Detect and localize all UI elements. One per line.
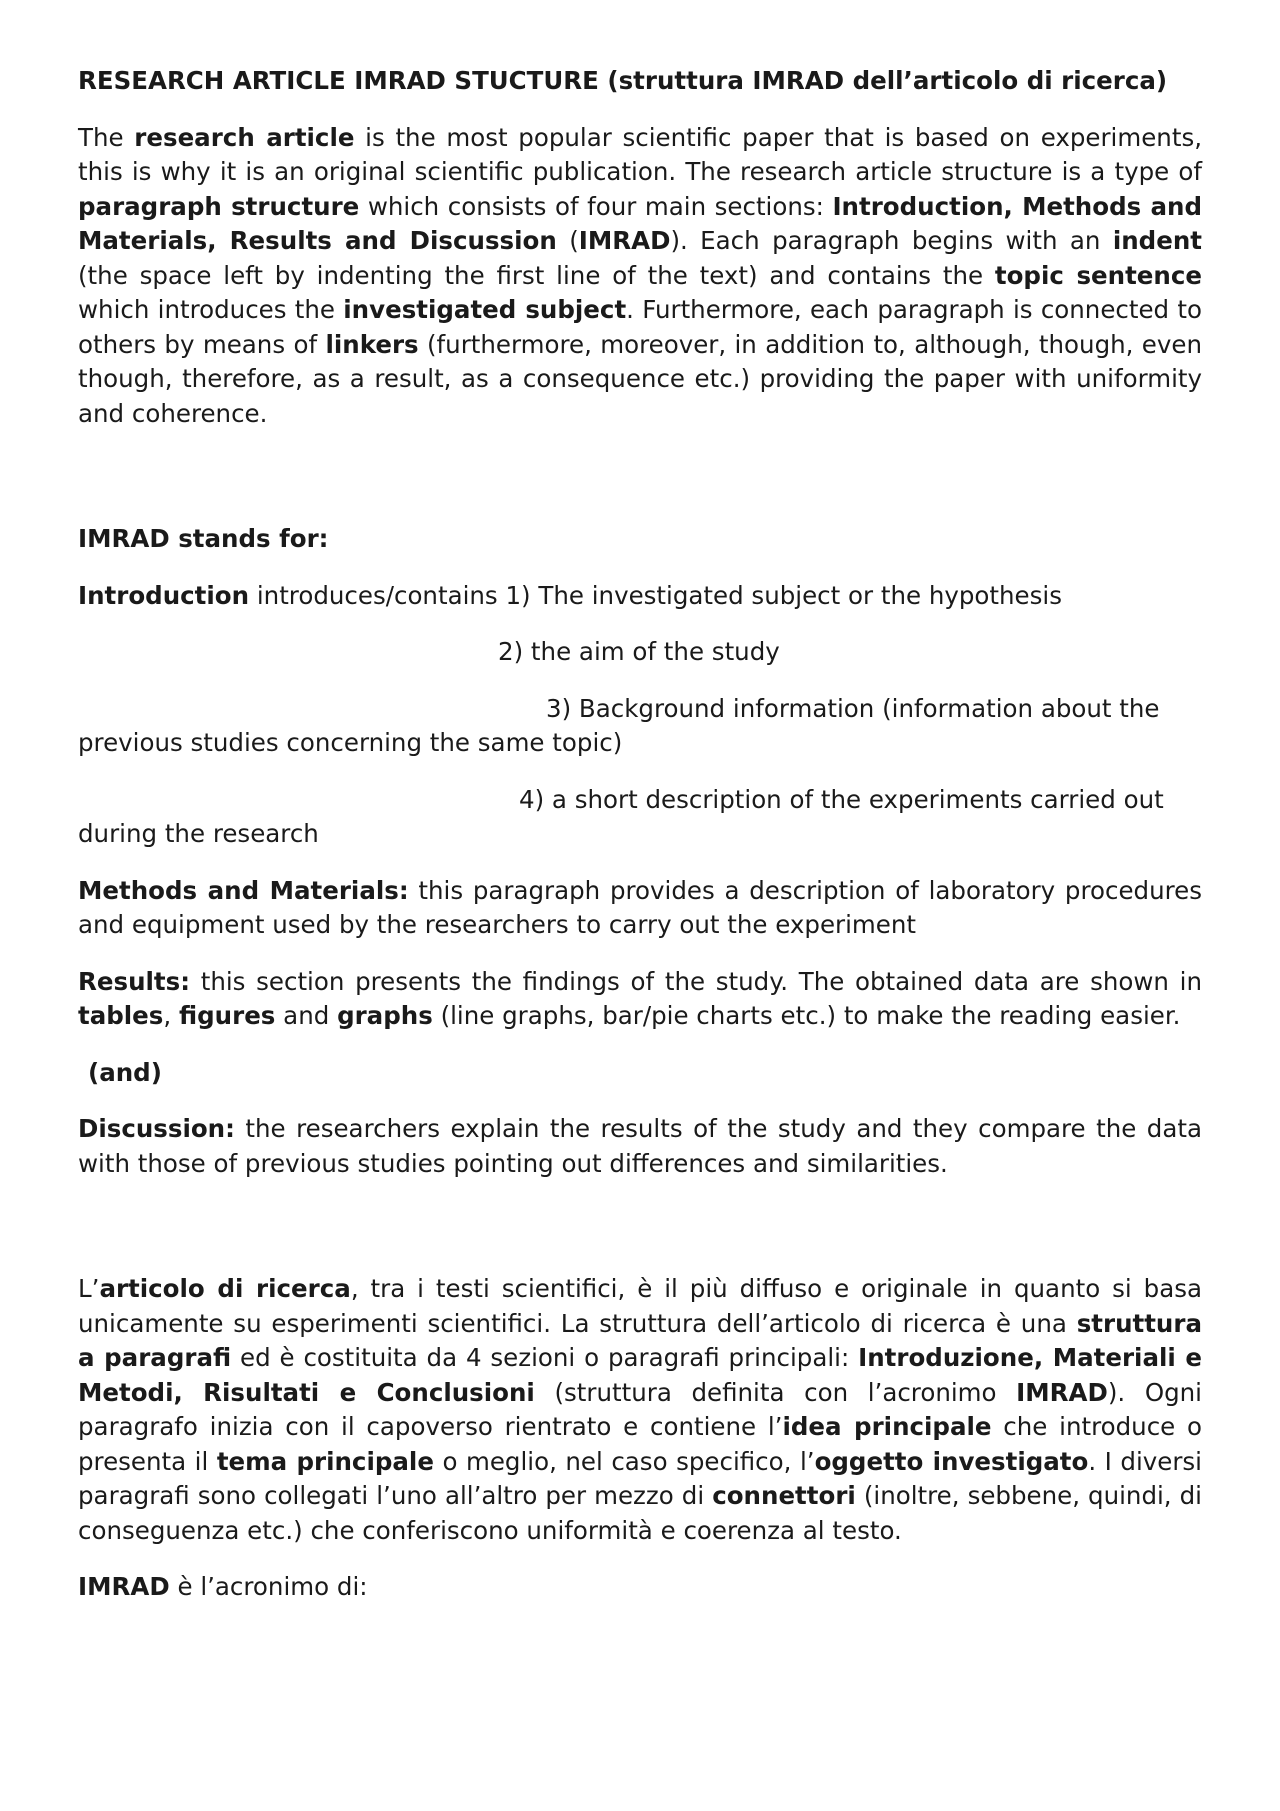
introduction-item-4: 4) a short description of the experiments carried out — [519, 784, 1164, 814]
introduction-item-3: 3) Background information (information about the — [546, 693, 1160, 723]
document-title: RESEARCH ARTICLE IMRAD STUCTURE (struttura IMRAD dell’articolo di ricerca) — [78, 66, 1168, 95]
results-paragraph: Results: this section presents the findings of the study. The obtained data are shown in tables, figures and graphs (line graphs, bar/pie charts etc.) to make the reading easier. — [78, 966, 1202, 1030]
introduction-item-4-cont: during the research — [78, 819, 319, 848]
italian-paragraph: L’articolo di ricerca, tra i testi scientifici, è il più diffuso e originale in quanto si basa unicamente su esperimenti scientifici. La struttura dell’articolo di ricerca è una struttura a paragrafi ed è costituita da 4 sezioni o paragrafi principali: Introduzione, Materiali e Metodi, Risultati e Conclusioni (struttura definita con l’acronimo IMRAD). Ogni paragrafo inizia con il capoverso rientrato e contiene l’idea principale che introduce o presenta il tema principale o meglio, nel caso specifico, l’oggetto investigato. I diversi paragrafi sono collegati l’uno all’altro per mezzo di connettori (inoltre, sebbene, quindi, di conseguenza etc.) che conferiscono uniformità e coerenza al testo. — [78, 1274, 1203, 1545]
intro-paragraph: The research article is the most popular scientific paper that is based on experiments, this is why it is an original scientific publication. The research article structure is a type of paragraph structure which consists of four main sections: Introduction, Methods and Materials, Results and Discussion (IMRAD). Each paragraph begins with an indent (the space left by indenting the first line of the text) and contains the topic sentence which introduces the investigated subject. Furthermore, each paragraph is connected to others by means of linkers (furthermore, moreover, in addition to, although, though, even though, therefore, as a result, as a consequence etc.) providing the paper with uniformity and coherence. — [78, 122, 1202, 428]
introduction-item-2: 2) the aim of the study — [498, 637, 780, 666]
acronym-line: IMRAD è l’acronimo di: — [78, 1572, 368, 1601]
imrad-heading: IMRAD stands for: — [78, 524, 329, 553]
introduction-line: Introduction introduces/contains 1) The investigated subject or the hypothesis — [78, 580, 1062, 610]
and-label: (and) — [88, 1057, 162, 1087]
discussion-paragraph: Discussion: the researchers explain the results of the study and they compare the data with those of previous studies pointing out differences and similarities. — [78, 1114, 1202, 1178]
spacer — [78, 1181, 1202, 1272]
spacer — [78, 431, 1202, 522]
methods-paragraph: Methods and Materials: this paragraph provides a description of laboratory procedures and equipment used by the researchers to carry out the experiment — [78, 875, 1202, 939]
introduction-item-3-cont: previous studies concerning the same topic) — [78, 728, 623, 757]
